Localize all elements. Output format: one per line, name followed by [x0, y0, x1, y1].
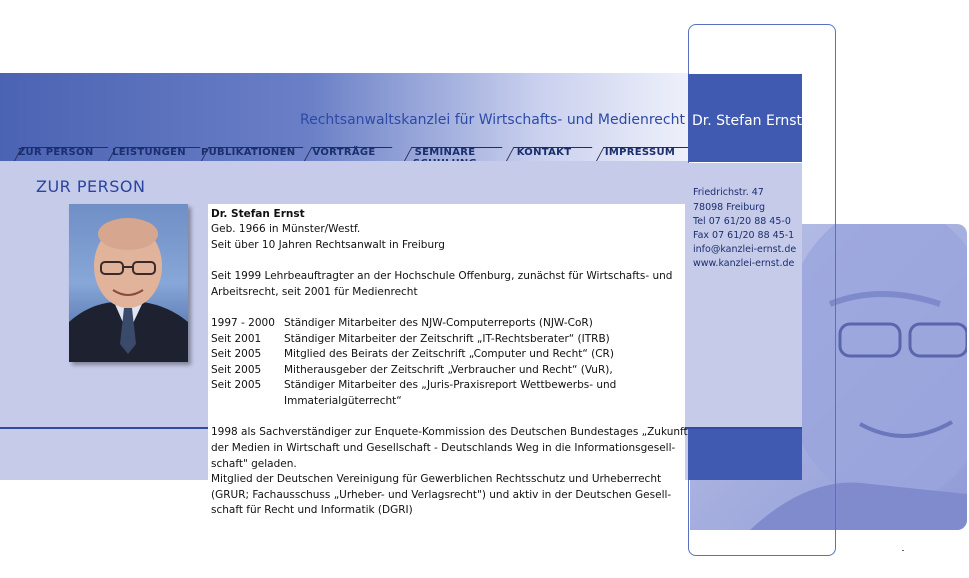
bio-grur-line1: Mitglied der Deutschen Vereinigung für Gewerblichen Rechtsschutz und Urheberrecht	[211, 473, 662, 485]
contact-street: Friedrichstr. 47	[693, 187, 764, 198]
contact-panel-lower	[688, 429, 802, 480]
cv-text: Ständiger Mitarbeiter des „Juris-Praxisreport Wettbewerbs- und	[284, 379, 617, 391]
lawyer-name: Dr. Stefan Ernst	[692, 113, 802, 129]
cv-year: Seit 2005	[211, 348, 262, 360]
cv-text: Ständiger Mitarbeiter der Zeitschrift „IT-Rechtsberater“ (ITRB)	[284, 333, 610, 345]
bio-name: Dr. Stefan Ernst	[211, 208, 305, 220]
bio-grur-line2: (GRUR; Fachausschuss „Urheber- und Verlagsrecht") und aktiv in der Deutschen Gesell-	[211, 489, 672, 501]
contact-city: 78098 Freiburg	[693, 202, 766, 213]
bio-since: Seit über 10 Jahren Rechtsanwalt in Freiburg	[211, 239, 445, 251]
bio-enquete-line2: der Medien in Wirtschaft und Gesellschaft - Deutschlands Weg in die Informationsgesell-	[211, 442, 676, 454]
portrait-illustration	[69, 204, 188, 362]
page-title: ZUR PERSON	[36, 177, 146, 196]
nav-item-zur-person[interactable]: ZUR PERSON	[18, 147, 94, 158]
nav-item-publikationen[interactable]: PUBLIKATIONEN	[201, 147, 296, 158]
nav-item-seminare-schulung[interactable]: SEMINARE	[414, 147, 476, 158]
cv-year: Seit 2005	[211, 364, 262, 376]
contact-phone: Tel 07 61/20 88 45-0	[693, 216, 791, 227]
decorative-dot	[902, 550, 904, 551]
portrait-photo	[69, 204, 188, 362]
cv-text: Ständiger Mitarbeiter des NJW-Computerreports (NJW-CoR)	[284, 317, 593, 329]
nav-item-impressum[interactable]: IMPRESSUM	[604, 147, 676, 158]
cv-text: Mitglied des Beirats der Zeitschrift „Computer und Recht“ (CR)	[284, 348, 614, 360]
nav-item-kontakt[interactable]: KONTAKT	[516, 147, 572, 158]
cv-year: Seit 2005	[211, 379, 262, 391]
cv-text-continued: Immaterialgüterrecht“	[284, 395, 402, 407]
bio-born: Geb. 1966 in Münster/Westf.	[211, 223, 361, 235]
bio-grur-line3: schaft für Recht und Informatik (DGRI)	[211, 504, 413, 516]
nav-item-vortraege[interactable]: VORTRÄGE	[312, 147, 376, 158]
nav-item-leistungen[interactable]: LEISTUNGEN	[112, 147, 186, 158]
cv-text: Mitherausgeber der Zeitschrift „Verbraucher und Recht“ (VuR),	[284, 364, 613, 376]
contact-fax: Fax 07 61/20 88 45-1	[693, 230, 795, 241]
cv-year: Seit 2001	[211, 333, 262, 345]
bio-lecturer-line2: Arbeitsrecht, seit 2001 für Medienrecht	[211, 286, 418, 298]
bio-lecturer-line1: Seit 1999 Lehrbeauftragter an der Hochschule Offenburg, zunächst für Wirtschafts- und	[211, 270, 673, 282]
contact-website-link[interactable]: www.kanzlei-ernst.de	[693, 258, 795, 269]
site-tagline: Rechtsanwaltskanzlei für Wirtschafts- und Medienrecht	[300, 112, 685, 128]
contact-email-link[interactable]: info@kanzlei-ernst.de	[693, 244, 797, 255]
bio-enquete-line3: schaft" geladen.	[211, 458, 297, 470]
cv-year: 1997 - 2000	[211, 317, 275, 329]
bio-enquete-line1: 1998 als Sachverständiger zur Enquete-Kommission des Deutschen Bundestages „Zukunft	[211, 426, 688, 438]
